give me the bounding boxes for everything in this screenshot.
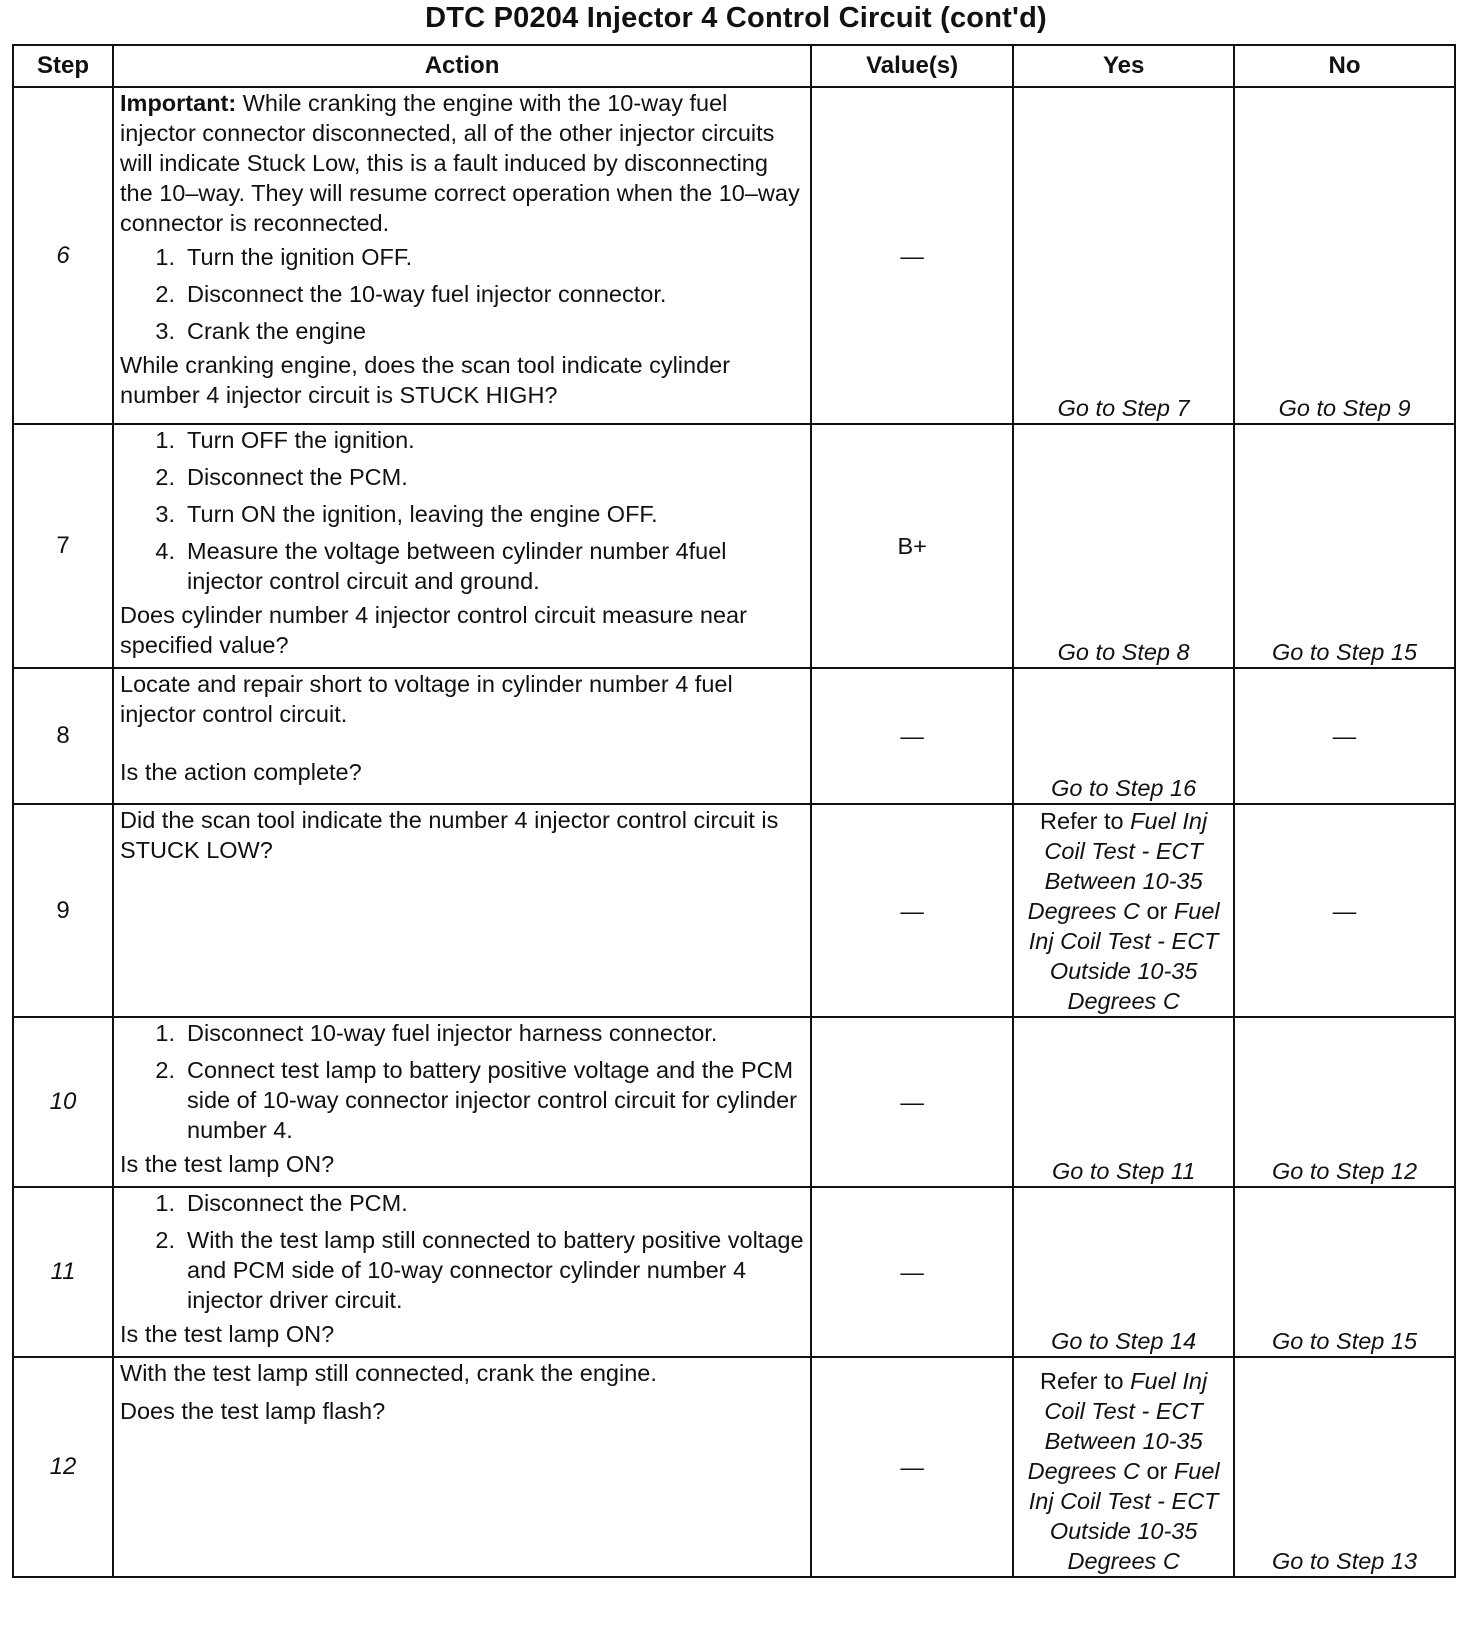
no-cell: Go to Step 15 xyxy=(1234,424,1455,668)
yes-cell: Refer to Fuel Inj Coil Test - ECT Between 10-35 Degrees C or Fuel Inj Coil Test - ECT Outside 10-35 Degrees C xyxy=(1013,804,1234,1017)
action-cell xyxy=(113,1017,811,1187)
table-row-step-11 xyxy=(13,1187,1455,1357)
header-no: No xyxy=(1234,45,1455,87)
table-row-step-7 xyxy=(13,424,1455,668)
action-cell xyxy=(113,804,811,1017)
list-item: 4. Measure the voltage between cylinder number 4fuel injector control circuit and ground. xyxy=(155,538,727,594)
action-text: Did the scan tool indicate the number 4 injector control circuit is STUCK LOW? xyxy=(120,807,779,863)
action-question: Is the action complete? xyxy=(120,759,362,785)
yes-cell: Go to Step 8 xyxy=(1013,424,1234,668)
yes-cell: Go to Step 7 xyxy=(1013,87,1234,424)
step-number: 11 xyxy=(13,1187,113,1357)
header-yes: Yes xyxy=(1013,45,1234,87)
action-question: Is the test lamp ON? xyxy=(120,1151,335,1177)
list-item: 2. Disconnect the 10-way fuel injector connector. xyxy=(155,281,667,307)
action-cell xyxy=(113,424,811,668)
yes-cell: Refer to Fuel Inj Coil Test - ECT Between 10-35 Degrees C or Fuel Inj Coil Test - ECT Outside 10-35 Degrees C xyxy=(1013,1357,1234,1577)
action-text: Locate and repair short to voltage in cylinder number 4 fuel injector control circuit. xyxy=(120,671,733,727)
list-item: 2. Disconnect the PCM. xyxy=(155,464,408,490)
no-cell: Go to Step 13 xyxy=(1234,1357,1455,1577)
page-title: DTC P0204 Injector 4 Control Circuit (cont'd) xyxy=(425,2,1047,34)
list-item: 1. Turn the ignition OFF. xyxy=(155,244,413,270)
action-steps-list xyxy=(120,242,804,346)
value-cell: — xyxy=(811,1357,1013,1577)
fuel-inj-coil-test-between-link: Fuel Inj Coil Test - ECT Between 10-35 Degrees C xyxy=(1027,1368,1208,1484)
action-question: Does cylinder number 4 injector control circuit measure near specified value? xyxy=(120,602,747,658)
step-number: 6 xyxy=(13,87,113,424)
value-cell: — xyxy=(811,87,1013,424)
step-number: 9 xyxy=(13,804,113,1017)
diagnostic-table xyxy=(12,44,1456,1578)
important-note xyxy=(120,88,804,238)
step-number: 10 xyxy=(13,1017,113,1187)
header-values: Value(s) xyxy=(811,45,1013,87)
action-question: Is the test lamp ON? xyxy=(120,1321,335,1347)
list-item: 1. Disconnect 10-way fuel injector harness connector. xyxy=(155,1020,718,1046)
important-text: While cranking the engine with the 10-way fuel injector connector disconnected, all of the other injector circuits will indicate Stuck Low, this is a fault induced by disconnecting the 10–way. They will resume correct operation when the 10–way connector is reconnected. xyxy=(120,90,800,236)
no-cell: Go to Step 9 xyxy=(1234,87,1455,424)
table-row-step-10 xyxy=(13,1017,1455,1187)
list-item: 3. Turn ON the ignition, leaving the engine OFF. xyxy=(155,501,658,527)
step-number: 7 xyxy=(13,424,113,668)
value-cell: — xyxy=(811,804,1013,1017)
yes-cell: Go to Step 11 xyxy=(1013,1017,1234,1187)
action-question: Does the test lamp flash? xyxy=(120,1398,386,1424)
action-steps-list xyxy=(120,425,804,596)
yes-cell: Go to Step 14 xyxy=(1013,1187,1234,1357)
list-item: 1. Disconnect the PCM. xyxy=(155,1190,408,1216)
no-cell: — xyxy=(1234,668,1455,804)
action-cell xyxy=(113,87,811,424)
header-action: Action xyxy=(113,45,811,87)
no-cell: Go to Step 12 xyxy=(1234,1017,1455,1187)
fuel-inj-coil-test-outside-link: Fuel Inj Coil Test - ECT Outside 10-35 Degrees C xyxy=(1028,1458,1220,1574)
step-number: 12 xyxy=(13,1357,113,1577)
list-item: 3. Crank the engine xyxy=(155,318,366,344)
action-cell xyxy=(113,1187,811,1357)
table-row-step-6 xyxy=(13,87,1455,424)
header-step: Step xyxy=(13,45,113,87)
value-cell: — xyxy=(811,1187,1013,1357)
action-text: With the test lamp still connected, crank the engine. xyxy=(120,1360,657,1386)
value-cell: — xyxy=(811,668,1013,804)
table-row-step-12 xyxy=(13,1357,1455,1577)
list-item: 2. Connect test lamp to battery positive voltage and the PCM side of 10-way connector injector control circuit for cylinder number 4. xyxy=(155,1057,797,1143)
table-row-step-8 xyxy=(13,668,1455,804)
table-row-step-9 xyxy=(13,804,1455,1017)
step-number: 8 xyxy=(13,668,113,804)
value-cell: — xyxy=(811,1017,1013,1187)
action-steps-list xyxy=(120,1018,804,1145)
fuel-inj-coil-test-outside-link: Fuel Inj Coil Test - ECT Outside 10-35 Degrees C xyxy=(1028,898,1220,1014)
no-cell: — xyxy=(1234,804,1455,1017)
list-item: 2. With the test lamp still connected to battery positive voltage and PCM side of 10-way connector cylinder number 4 injector driver circuit. xyxy=(155,1227,804,1313)
value-cell: B+ xyxy=(811,424,1013,668)
yes-cell: Go to Step 16 xyxy=(1013,668,1234,804)
list-item: 1. Turn OFF the ignition. xyxy=(155,427,415,453)
table-header-row xyxy=(13,45,1455,87)
important-label: Important: xyxy=(120,90,237,116)
no-cell: Go to Step 15 xyxy=(1234,1187,1455,1357)
fuel-inj-coil-test-between-link: Fuel Inj Coil Test - ECT Between 10-35 Degrees C xyxy=(1027,808,1208,924)
action-cell xyxy=(113,668,811,804)
action-question: While cranking engine, does the scan tool indicate cylinder number 4 injector circuit is STUCK HIGH? xyxy=(120,352,731,408)
action-steps-list xyxy=(120,1188,804,1315)
action-cell xyxy=(113,1357,811,1577)
